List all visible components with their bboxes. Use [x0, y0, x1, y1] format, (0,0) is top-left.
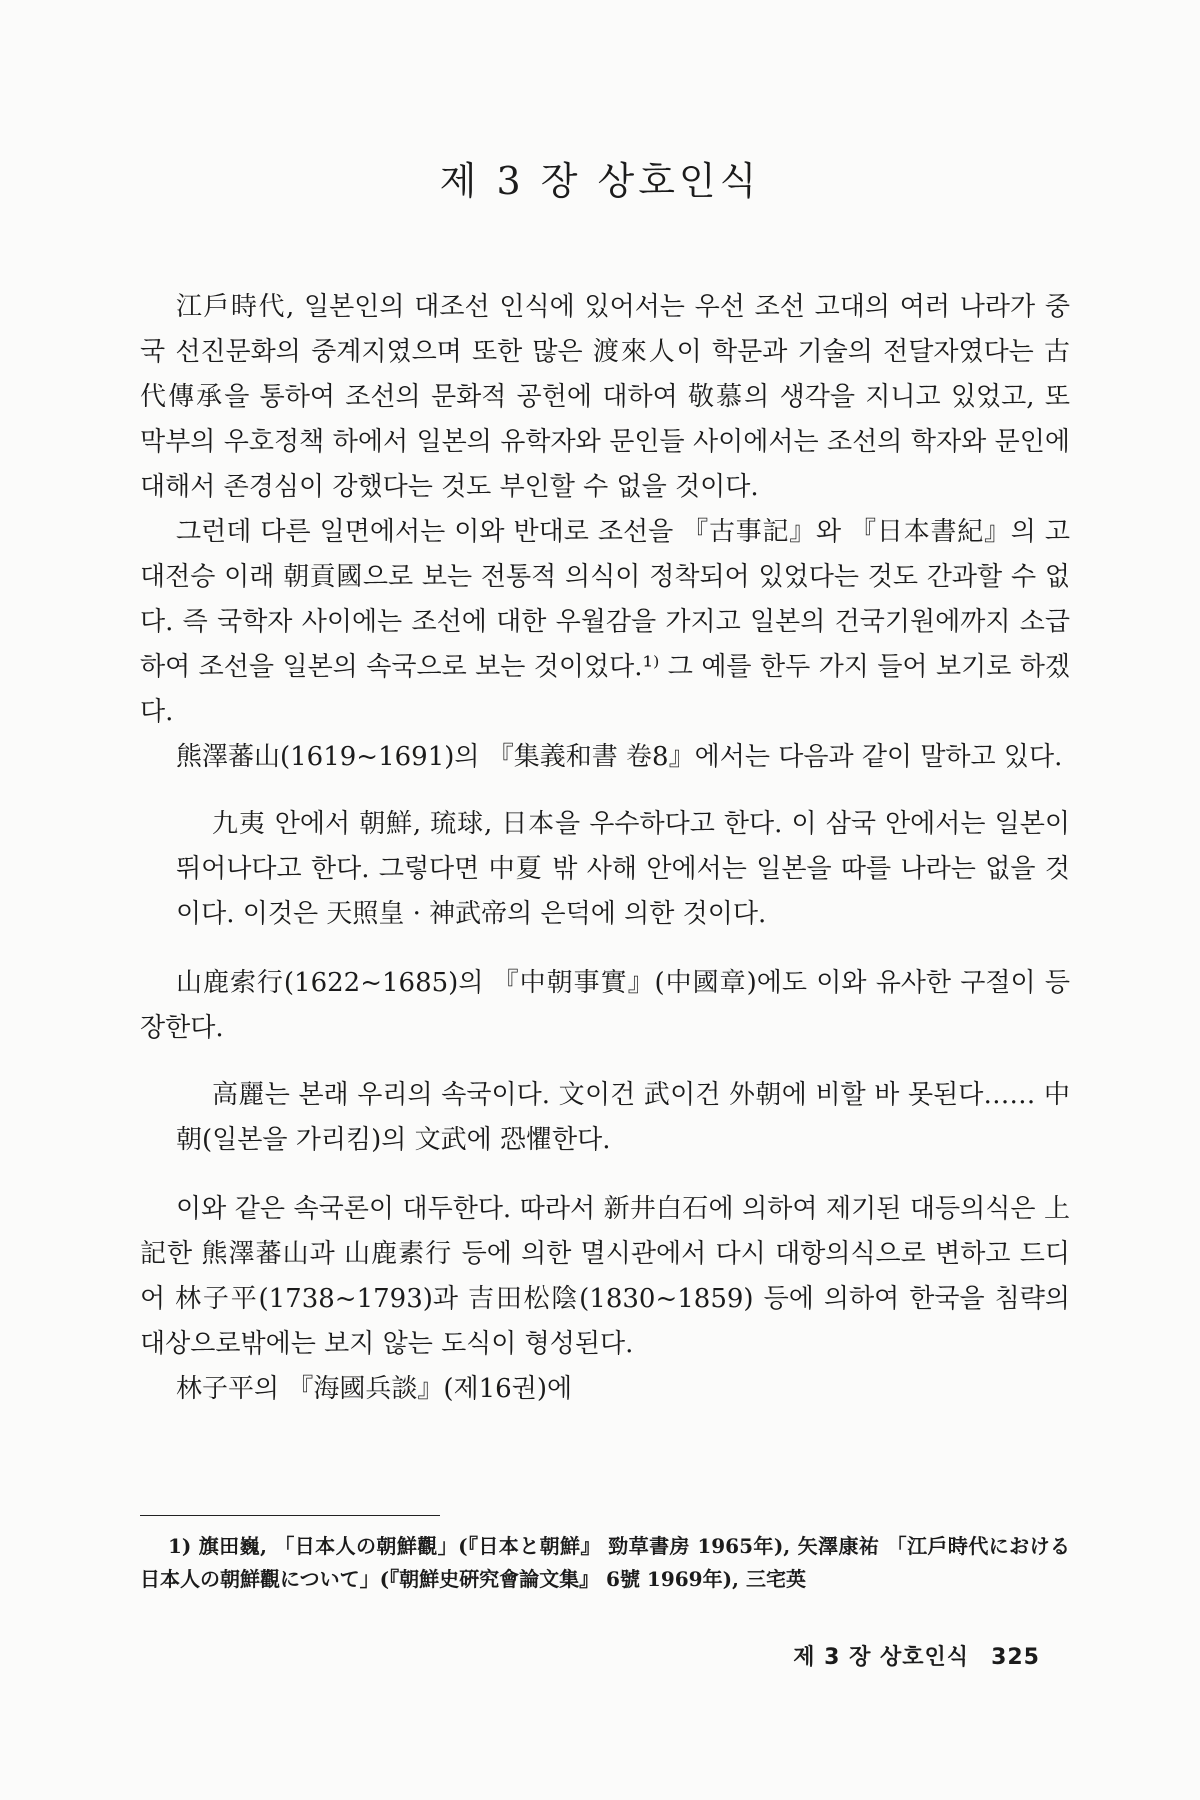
footnote-1: 1) 旗田巍, 「日本人の朝鮮觀」(『日本と朝鮮』 勁草書房 1965年), 矢澤康祐 「江戶時代における日本人の朝鮮觀について」(『朝鮮史硏究會論文集』 6號 1969年), 三宅英	[140, 1534, 1070, 1591]
page-number: 325	[991, 1645, 1040, 1670]
block-quote-2: 高麗는 본래 우리의 속국이다. 文이건 武이건 外朝에 비할 바 못된다…… 中朝(일본을 가리킴)의 文武에 恐懼한다.	[176, 1080, 1070, 1155]
paragraph-1: 江戶時代, 일본인의 대조선 인식에 있어서는 우선 조선 고대의 여러 나라가 중국 선진문화의 중계지였으며 또한 많은 渡來人이 학문과 기술의 전달자였다는 古代傳承을 통하여 조선의 문화적 공헌에 대하여 敬慕의 생각을 지니고 있었고, 또 막부의 우호정책 하에서 일본의 유학자와 문인들 사이에서는 조선의 학자와 문인에 대해서 존경심이 강했다는 것도 부인할 수 없을 것이다.	[140, 292, 1070, 502]
body-text	[140, 285, 1070, 1412]
paragraph-2: 그런데 다른 일면에서는 이와 반대로 조선을 『古事記』와 『日本書紀』의 고대전승 이래 朝貢國으로 보는 전통적 의식이 정착되어 있었다는 것도 간과할 수 없다. 즉 국학자 사이에는 조선에 대한 우월감을 가지고 일본의 건국기원에까지 소급하여 조선을 일본의 속국으로 보는 것이었다.¹⁾ 그 예를 한두 가지 들어 보기로 하겠다.	[140, 517, 1070, 727]
block-quote-1: 九夷 안에서 朝鮮, 琉球, 日本을 우수하다고 한다. 이 삼국 안에서는 일본이 뛰어나다고 한다. 그렇다면 中夏 밖 사해 안에서는 일본을 따를 나라는 없을 것이다. 이것은 天照皇 · 神武帝의 은덕에 의한 것이다.	[176, 809, 1070, 929]
chapter-title: 제 3 장 상호인식	[439, 159, 761, 203]
paragraph-3: 熊澤蕃山(1619~1691)의 『集義和書 卷8』에서는 다음과 같이 말하고 있다.	[176, 742, 1063, 772]
footnote-divider	[140, 1515, 440, 1516]
paragraph-5: 이와 같은 속국론이 대두한다. 따라서 新井白石에 의하여 제기된 대등의식은 上記한 熊澤蕃山과 山鹿素行 등에 의한 멸시관에서 다시 대항의식으로 변하고 드디어 林子平(1738~1793)과 吉田松陰(1830~1859) 등에 의하여 한국을 침략의 대상으로밖에는 보지 않는 도식이 형성된다.	[140, 1194, 1070, 1359]
running-footer	[793, 1640, 1040, 1671]
paragraph-4: 山鹿索行(1622~1685)의 『中朝事實』(中國章)에도 이와 유사한 구절이 등장한다.	[140, 968, 1070, 1043]
paragraph-6: 林子平의 『海國兵談』(제16권)에	[176, 1374, 573, 1404]
running-title: 제 3 장 상호인식	[793, 1645, 970, 1670]
